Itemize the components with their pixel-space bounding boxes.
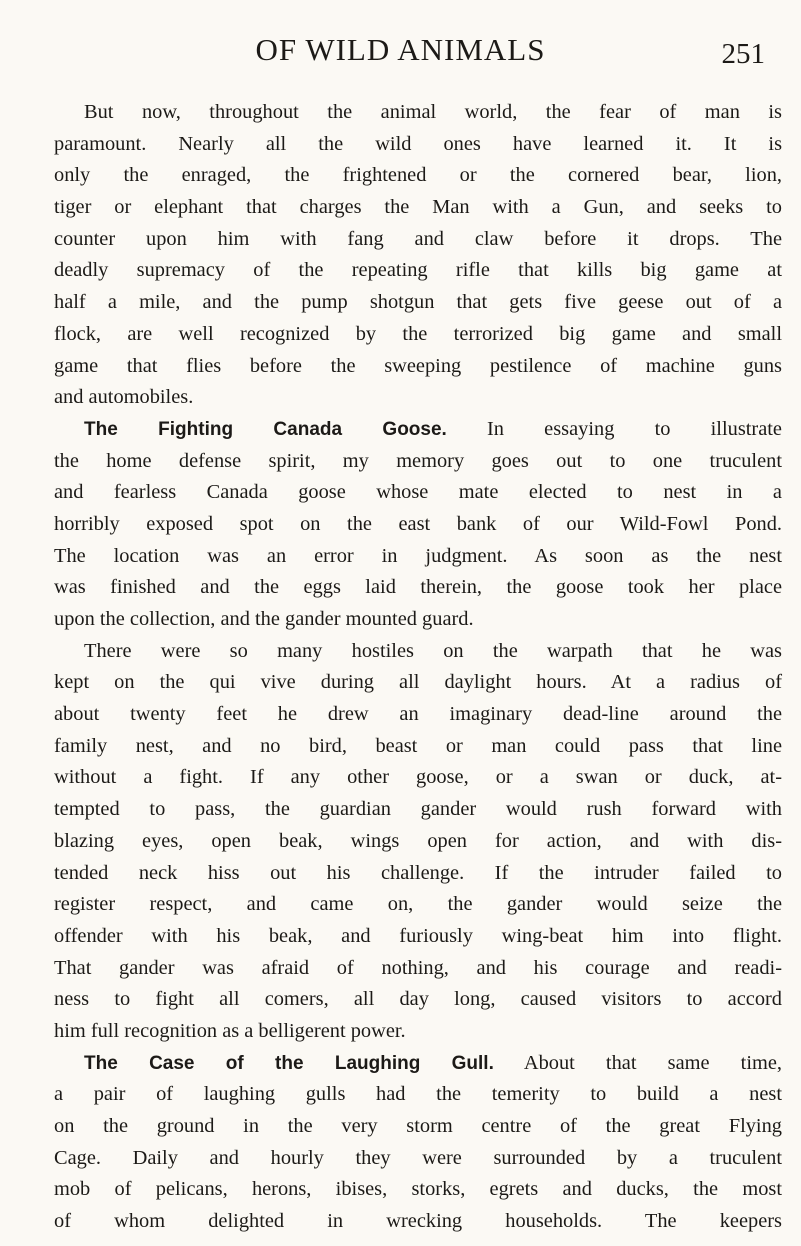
paragraph-1 — [54, 97, 782, 414]
text-line: mob of pelicans, herons, ibises, storks, egrets and ducks, the most — [54, 1178, 782, 1201]
text-line: blazing eyes, open beak, wings open for action, and with dis- — [54, 829, 782, 852]
text-line: horribly exposed spot on the east bank of our Wild-Fowl Pond. — [54, 512, 782, 535]
paragraph-4 — [54, 1048, 782, 1238]
text-line: a pair of laughing gulls had the temerity to build a nest — [54, 1083, 782, 1106]
text-line: ness to fight all comers, all day long, caused visitors to accord — [54, 988, 782, 1011]
section-heading-laughing-gull: The Case of the Laughing Gull. — [84, 1052, 494, 1074]
running-head — [0, 30, 801, 70]
text-line: The location was an error in judgment. As soon as the nest — [54, 544, 782, 567]
paragraph-3 — [54, 636, 782, 1048]
text-line: was finished and the eggs laid therein, the goose took her place — [54, 576, 782, 599]
text-line: paramount. Nearly all the wild ones have learned it. It is — [54, 132, 782, 155]
text-line: offender with his beak, and furiously wing-beat him into flight. — [54, 924, 782, 947]
text-line: Cage. Daily and hourly they were surrounded by a truculent — [54, 1146, 782, 1169]
text-line: upon the collection, and the gander mounted guard. — [54, 608, 474, 630]
text-line: and fearless Canada goose whose mate elected to nest in a — [54, 481, 782, 504]
text-line: half a mile, and the pump shotgun that gets five geese out of a — [54, 291, 782, 314]
text-line: family nest, and no bird, beast or man could pass that line — [54, 734, 782, 757]
text-line: of whom delighted in wrecking households. The keepers — [54, 1210, 782, 1233]
running-title: OF WILD ANIMALS — [255, 32, 546, 67]
text-line: kept on the qui vive during all daylight hours. At a radius of — [54, 671, 782, 694]
text-line: But now, throughout the animal world, the fear of man is — [84, 101, 782, 123]
text-line — [54, 1048, 782, 1080]
text-line: and automobiles. — [54, 386, 194, 409]
text-line — [54, 414, 782, 446]
text-line: deadly supremacy of the repeating rifle that kills big game at — [54, 259, 782, 282]
text-line: only the enraged, the frightened or the cornered bear, lion, — [54, 164, 782, 187]
section-heading-fighting-goose: The Fighting Canada Goose. — [84, 418, 447, 440]
text-line: him full recognition as a belligerent power. — [54, 1019, 406, 1042]
text-line: That gander was afraid of nothing, and his courage and readi- — [54, 956, 782, 979]
text-line: flock, are well recognized by the terrorized big game and small — [54, 322, 782, 345]
text-line: the home defense spirit, my memory goes out to one truculent — [54, 449, 782, 472]
body-text — [54, 97, 782, 1238]
text-line: tiger or elephant that charges the Man with a Gun, and seeks to — [54, 196, 782, 219]
text-line: game that flies before the sweeping pestilence of machine guns — [54, 354, 782, 377]
text-line: register respect, and came on, the gander would seize the — [54, 893, 782, 916]
text-line: tended neck hiss out his challenge. If the intruder failed to — [54, 861, 782, 884]
text-line: tempted to pass, the guardian gander would rush forward with — [54, 798, 782, 821]
text-line: counter upon him with fang and claw before it drops. The — [54, 227, 782, 250]
text-line: about twenty feet he drew an imaginary dead-line around the — [54, 703, 782, 726]
text-line: on the ground in the very storm centre of the great Flying — [54, 1115, 782, 1137]
heading-line-rest: In essaying to illustrate — [446, 417, 782, 440]
text-line: There were so many hostiles on the warpath that he was — [84, 639, 782, 662]
paragraph-2 — [54, 414, 782, 636]
heading-line-rest: About that same time, — [493, 1051, 782, 1074]
text-line: without a fight. If any other goose, or a swan or duck, at- — [54, 766, 782, 789]
page-number: 251 — [721, 38, 765, 70]
